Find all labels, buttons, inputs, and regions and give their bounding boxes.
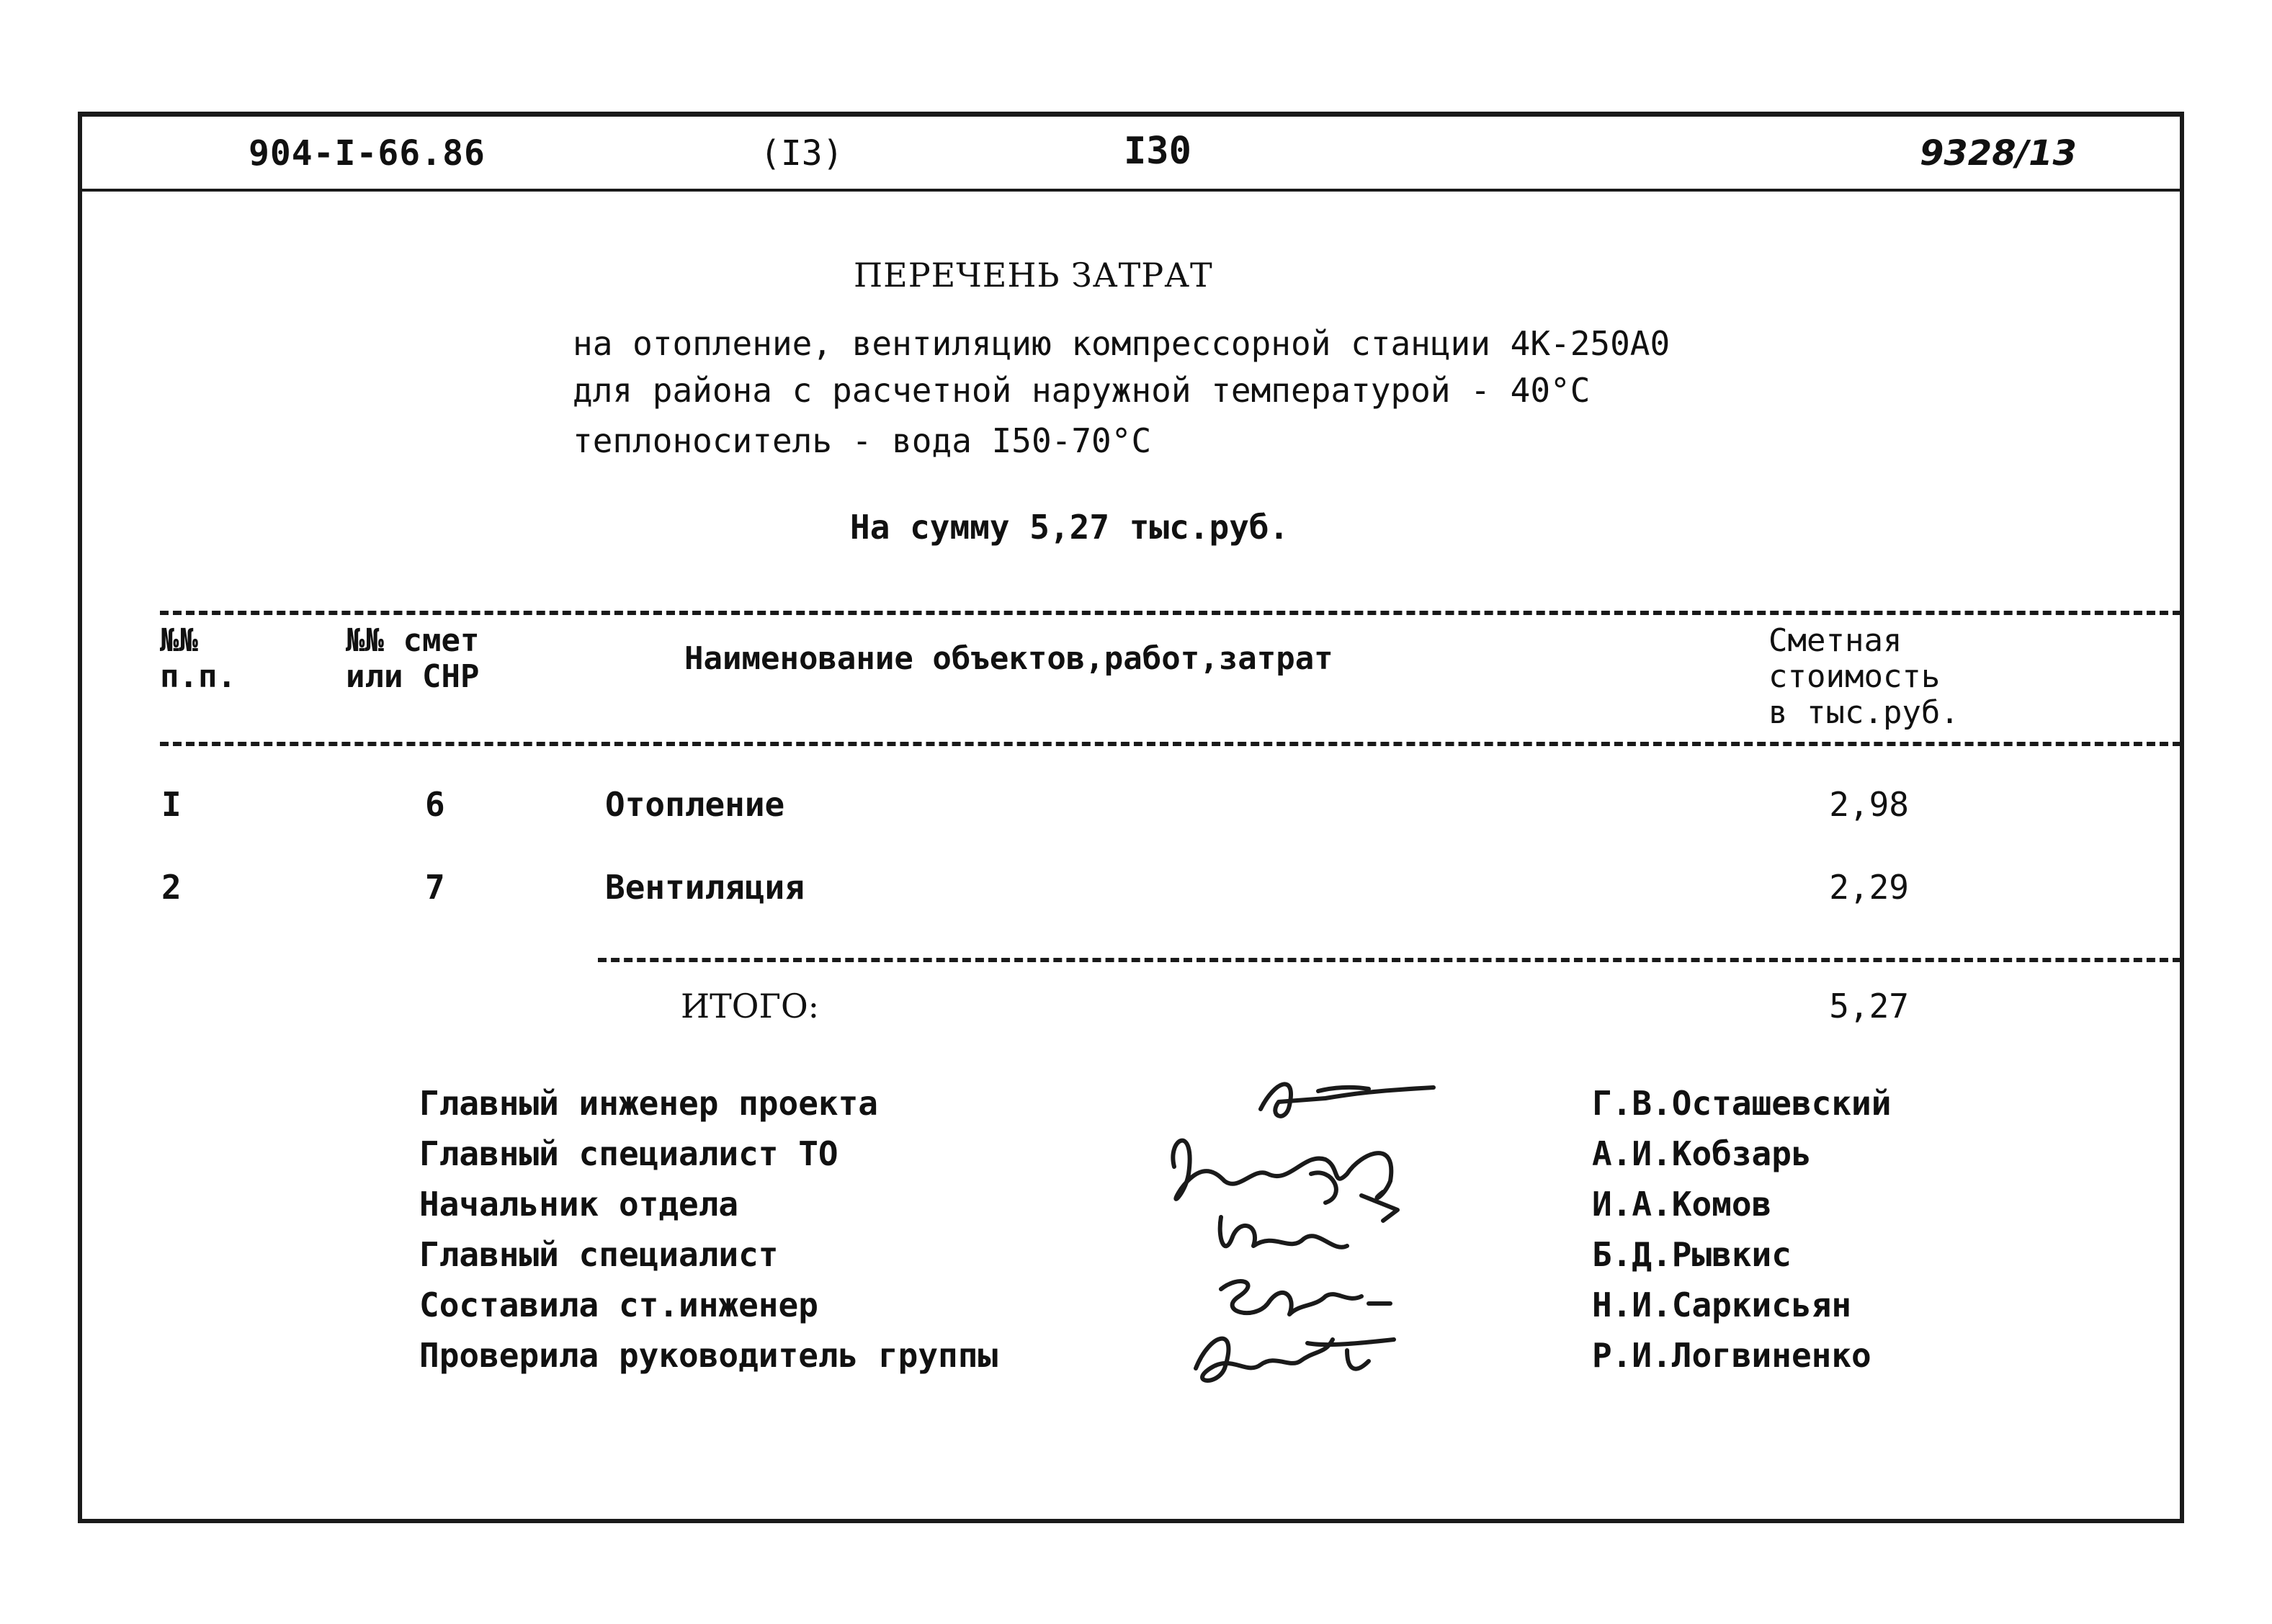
signature-name-1: Г.В.Осташевский	[1592, 1084, 1892, 1123]
document-code: 904-I-66.86	[249, 133, 486, 174]
signature-role-2: Главный специалист ТО	[419, 1134, 838, 1173]
signature-mark-6	[1196, 1339, 1394, 1381]
column-header-cost	[1768, 623, 2006, 731]
subtotal-divider	[598, 958, 2181, 962]
column-header-cost-line3: в тыс.руб.	[1768, 694, 1959, 731]
total-sum-caption: На сумму 5,27 тыс.руб.	[850, 508, 1289, 547]
row-2-estimate: 7	[425, 868, 445, 907]
signature-name-6: Р.И.Логвиненко	[1592, 1336, 1871, 1375]
column-header-cost-line1: Сметная	[1768, 622, 1902, 659]
total-label: ИТОГО:	[681, 987, 820, 1026]
column-header-number-line1: №№	[160, 622, 198, 659]
signature-name-4: Б.Д.Рывкис	[1592, 1235, 1792, 1274]
signature-role-3: Начальник отдела	[419, 1185, 739, 1224]
column-header-name: Наименование объектов,работ,затрат	[684, 640, 1333, 677]
column-header-estimate-line1: №№ смет	[346, 622, 480, 659]
row-1-cost: 2,98	[1829, 785, 1909, 824]
signature-name-3: И.А.Комов	[1592, 1185, 1772, 1224]
total-value: 5,27	[1829, 987, 1909, 1026]
signature-mark-5	[1221, 1281, 1390, 1314]
row-1-number: I	[161, 785, 182, 824]
signature-role-4: Главный специалист	[419, 1235, 779, 1274]
signature-name-2: А.И.Кобзарь	[1592, 1134, 1812, 1173]
subtitle-line-2: для района с расчетной наружной температурой - 40°С	[573, 371, 1591, 410]
column-header-cost-line2: стоимость	[1768, 658, 1941, 695]
signature-mark-2	[1173, 1141, 1391, 1199]
signature-role-1: Главный инженер проекта	[419, 1084, 878, 1123]
signature-mark-4	[1220, 1217, 1347, 1247]
row-2-name: Вентиляция	[605, 868, 805, 907]
table-top-divider	[160, 611, 2181, 615]
page-number: I30	[1124, 130, 1191, 173]
inventory-number: 9328/13	[1920, 133, 2077, 174]
column-header-number	[160, 623, 261, 695]
row-2-number: 2	[161, 868, 182, 907]
handwritten-signatures	[1153, 1066, 1455, 1397]
signature-role-6: Проверила руководитель группы	[419, 1336, 998, 1375]
column-header-estimate	[346, 623, 519, 695]
column-header-estimate-line2: или СНР	[346, 658, 480, 695]
header-divider	[82, 189, 2180, 192]
signature-mark-1	[1261, 1084, 1434, 1116]
subtitle-line-1: на отопление, вентиляцию компрессорной станции 4К-250А0	[573, 324, 1671, 363]
document-title: ПЕРЕЧЕНЬ ЗАТРАТ	[854, 256, 1213, 295]
table-header-divider	[160, 742, 2181, 746]
signature-role-5: Составила ст.инженер	[419, 1286, 818, 1324]
row-2-cost: 2,29	[1829, 868, 1909, 907]
column-header-number-line2: п.п.	[160, 658, 236, 695]
row-1-name: Отопление	[605, 785, 785, 824]
signature-name-5: Н.И.Саркисьян	[1592, 1286, 1852, 1324]
row-1-estimate: 6	[425, 785, 445, 824]
signature-mark-3	[1311, 1172, 1397, 1221]
subtitle-line-3: теплоноситель - вода I50-70°С	[573, 421, 1152, 460]
sheet-number: (I3)	[760, 133, 844, 174]
